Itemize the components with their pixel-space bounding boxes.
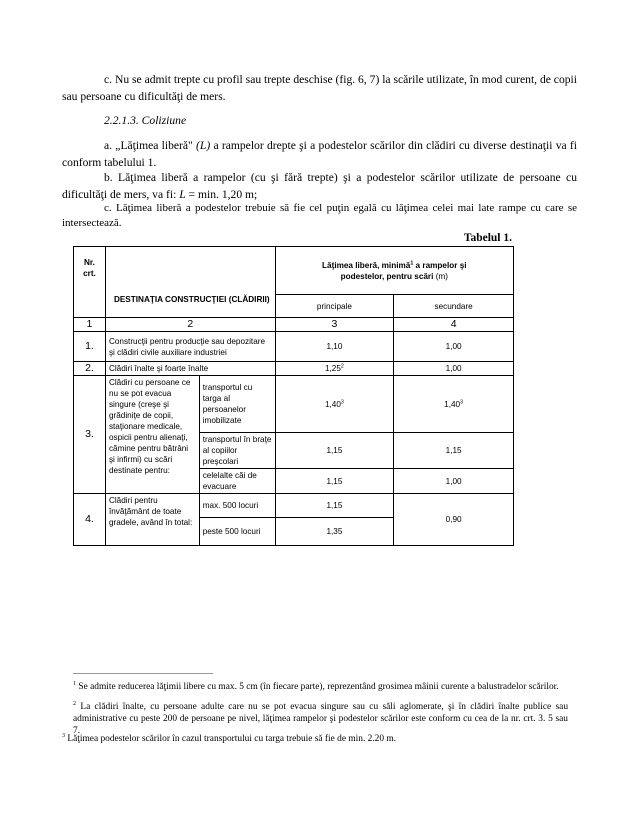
footnote-ref-1: 1 (410, 259, 414, 266)
value-principale: 1,15 (275, 469, 394, 494)
footnote-mark: 3 (62, 732, 66, 739)
header-width: Lăţimea liberă, minimă$^1$ a rampelor şi podestelor, pentru scări (m) (275, 247, 513, 295)
header-secundare: secundare (394, 295, 514, 318)
value-secundare: 1,00 (394, 362, 514, 376)
row-subcategory: celelalte căi de evacuare (199, 469, 275, 494)
row-number: 1. (74, 332, 106, 362)
para-b-var: L (179, 188, 186, 201)
row-destination: Clădiri pentru învăţământ de toate gradele, având în total: (105, 494, 199, 546)
section-heading: 2.2.1.3. Coliziune (104, 114, 187, 127)
index-cell: 2 (105, 318, 275, 332)
row-destination: Clădiri cu persoane ce nu se pot evacua singure (creşe şi grădiniţe de copii, staţionare medicale, ospicii pentru alienaţi, cămine pentru bătrâni şi infirmi) cu scări destinate pentru: (105, 376, 199, 494)
row-subcategory: transportul cu targa al persoanelor imobilizate (199, 376, 275, 433)
value-principale: 1,40$^3$ (275, 376, 394, 433)
paragraph-a-width (62, 137, 577, 171)
index-cell: 1 (74, 318, 106, 332)
stair-width-table (73, 246, 514, 546)
para-a-symbol: (L) (196, 139, 211, 152)
value-secundare: 1,15 (394, 433, 514, 469)
footnote-2 (73, 701, 568, 737)
index-cell: 3 (275, 318, 394, 332)
footnote-mark: 2 (73, 700, 77, 707)
header-destination: DESTINAŢIA CONSTRUCŢIEI (CLĂDIRII) (105, 247, 275, 318)
table-row (74, 362, 514, 376)
header-unit: (m) (435, 271, 448, 281)
table-row (74, 376, 514, 433)
row-number: 3. (74, 376, 106, 494)
table-row (74, 332, 514, 362)
value-principale: 1,10 (275, 332, 394, 362)
table-row (74, 494, 514, 518)
footnote-1 (73, 681, 568, 693)
footnote-ref-3: 3 (460, 398, 464, 405)
value-secundare: 1,00 (394, 469, 514, 494)
row-destination: Clădiri înalte şi foarte înalte (105, 362, 275, 376)
footnote-separator (73, 673, 213, 674)
table-index-row (74, 318, 514, 332)
row-destination: Construcţii pentru producţie sau depozitare şi clădiri civile auxiliare industriei (105, 332, 275, 362)
paragraph-b-width (62, 169, 577, 203)
row-number: 2. (74, 362, 106, 376)
para-a-rest: a rampelor drepte şi a podestelor scărilor din clădiri cu diverse destinaţii va fi conform tabelului 1. (62, 139, 577, 169)
index-cell: 4 (394, 318, 514, 332)
footnote-ref-2: 2 (340, 363, 344, 370)
paragraph-c-steps: c. Nu se admit trepte cu profil sau trepte deschise (fig. 6, 7) la scările utilizate, în mod curent, de copii sau persoane cu dificultăţi de mers. (62, 73, 577, 103)
row-subcategory: transportul în braţe al copiilor preşcolari (199, 433, 275, 469)
row-subcategory: max. 500 locuri (199, 494, 275, 518)
value-secundare: 1,40$^3$ (394, 376, 514, 433)
footnote-text: La clădiri înalte, cu persoane adulte care nu se pot evacua singure sau cu săli aglomerate, şi în clădiri înalte publice sau administrative cu peste 200 de persoane pe nivel, lăţimea rampelor şi podestelor scărilor este conform cu cea de la nr. crt. 3. 5 sau 7. (73, 702, 569, 736)
footnote-text: Se admite reducerea lăţimii libere cu max. 5 cm (în fiecare parte), reprezentând grosimea mâinii curente a balustradelor scărilor. (78, 682, 559, 692)
row-subcategory: peste 500 locuri (199, 518, 275, 546)
footnote-mark: 1 (73, 680, 77, 687)
value-principale: 1,35 (275, 518, 394, 546)
table-caption: Tabelul 1. (463, 232, 512, 244)
footnote-ref-3: 3 (340, 398, 344, 405)
row-number: 4. (74, 494, 106, 546)
footnote-3 (62, 733, 568, 745)
value-secundare: 1,00 (394, 332, 514, 362)
paragraph-c-landings: c. Lăţimea liberă a podestelor trebuie să fie cel puţin egală cu lăţimea celei mai late rampe cu care se intersectează. (62, 202, 577, 229)
para-a-prefix: a. „Lăţimea liberă" (104, 139, 193, 152)
table-header-row (74, 247, 514, 295)
header-nr: Nr. crt. (74, 247, 106, 318)
value-principale: 1,25$^2$ (275, 362, 394, 376)
value-secundare: 0,90 (394, 494, 514, 546)
para-b-rest: = min. 1,20 m; (185, 188, 258, 201)
value-principale: 1,15 (275, 494, 394, 518)
para-b-text: b. Lăţimea liberă a rampelor (cu şi fără trepte) şi a podestelor scărilor utilizate de persoane cu dificultăţi de mers, va fi: (62, 171, 577, 201)
header-principale: principale (275, 295, 394, 318)
value-principale: 1,15 (275, 433, 394, 469)
footnote-text: Lăţimea podestelor scărilor în cazul transportului cu targa trebuie să fie de min. 2.20 m. (67, 734, 397, 744)
